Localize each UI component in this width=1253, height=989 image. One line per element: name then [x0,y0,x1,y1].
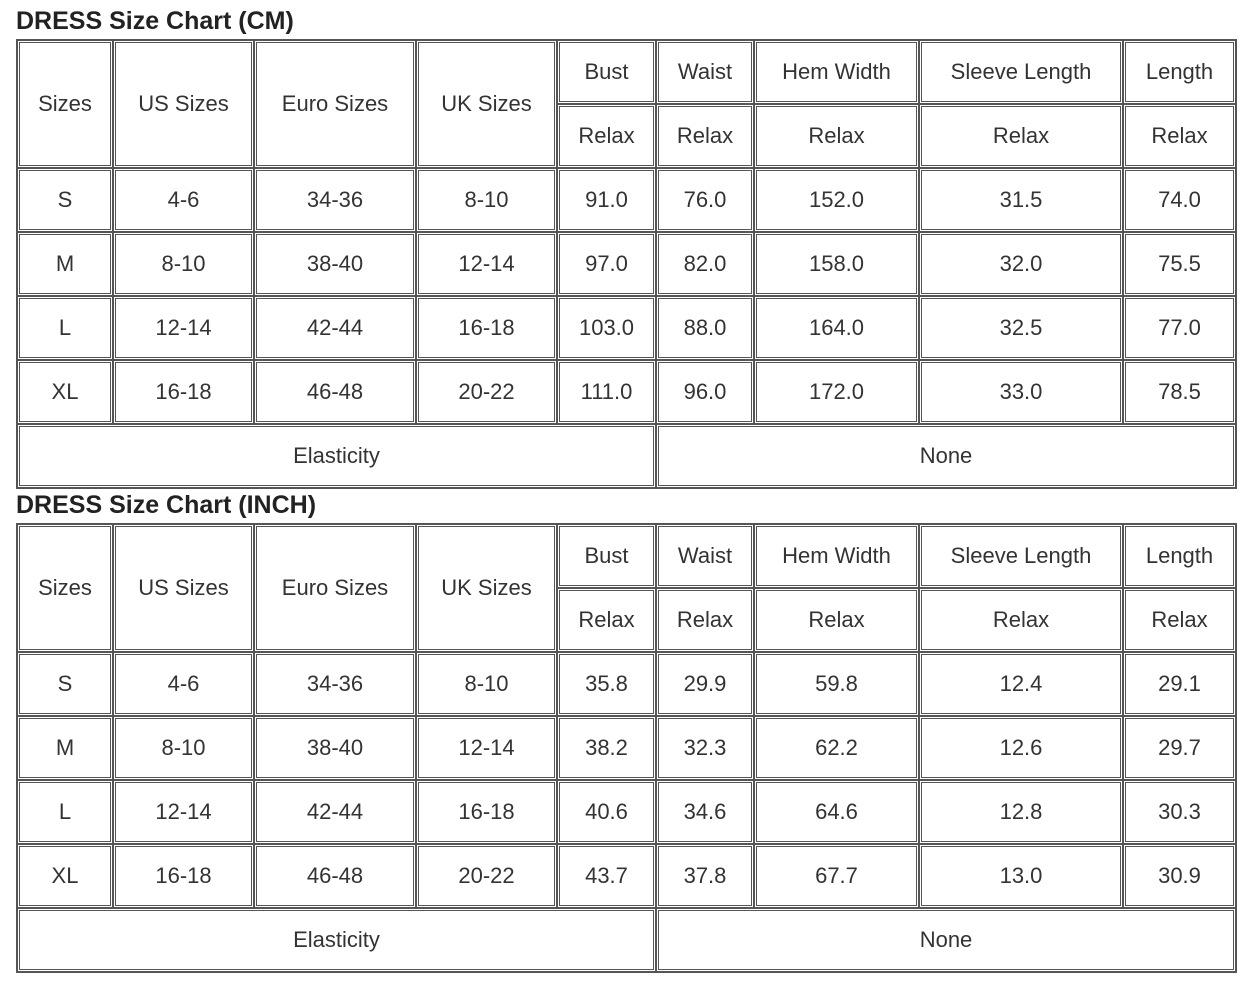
cell-length: 74.0 [1123,168,1236,232]
cell-us-size: 12-14 [113,780,254,844]
cell-size: S [17,168,113,232]
cell-size: L [17,296,113,360]
cell-waist: 88.0 [656,296,754,360]
cell-length: 75.5 [1123,232,1236,296]
subheader-relax: Relax [1123,104,1236,168]
cell-hem-width: 172.0 [754,360,919,424]
header-sleeve-length: Sleeve Length [919,40,1123,104]
size-chart-table-cm [16,39,1237,489]
cell-sleeve-length: 31.5 [919,168,1123,232]
cell-uk-size: 16-18 [416,780,557,844]
header-waist: Waist [656,524,754,588]
cell-sleeve-length: 12.4 [919,652,1123,716]
cell-waist: 37.8 [656,844,754,908]
header-waist: Waist [656,40,754,104]
cell-sleeve-length: 32.5 [919,296,1123,360]
elasticity-row [17,908,1236,972]
cell-euro-size: 34-36 [254,652,416,716]
cell-euro-size: 34-36 [254,168,416,232]
cell-hem-width: 62.2 [754,716,919,780]
subheader-relax: Relax [557,588,656,652]
cell-bust: 35.8 [557,652,656,716]
cell-length: 77.0 [1123,296,1236,360]
cell-bust: 91.0 [557,168,656,232]
cell-uk-size: 20-22 [416,844,557,908]
cell-hem-width: 152.0 [754,168,919,232]
size-chart-title-inch: DRESS Size Chart (INCH) [16,491,317,519]
cell-hem-width: 59.8 [754,652,919,716]
cell-waist: 82.0 [656,232,754,296]
cell-euro-size: 42-44 [254,780,416,844]
header-length: Length [1123,524,1236,588]
header-sleeve-length: Sleeve Length [919,524,1123,588]
table-row [17,844,1236,908]
cell-euro-size: 46-48 [254,844,416,908]
cell-us-size: 12-14 [113,296,254,360]
subheader-relax: Relax [754,104,919,168]
header-hem-width: Hem Width [754,40,919,104]
header-row [17,524,1236,588]
subheader-relax: Relax [1123,588,1236,652]
header-sizes: Sizes [17,524,113,652]
cell-euro-size: 46-48 [254,360,416,424]
header-bust: Bust [557,524,656,588]
subheader-relax: Relax [754,588,919,652]
cell-size: XL [17,360,113,424]
header-us-sizes: US Sizes [113,40,254,168]
cell-waist: 76.0 [656,168,754,232]
cell-size: M [17,232,113,296]
cell-waist: 29.9 [656,652,754,716]
cell-sleeve-length: 33.0 [919,360,1123,424]
header-uk-sizes: UK Sizes [416,40,557,168]
table-row [17,232,1236,296]
elasticity-label: Elasticity [17,908,656,972]
subheader-relax: Relax [656,588,754,652]
cell-us-size: 8-10 [113,232,254,296]
header-hem-width: Hem Width [754,524,919,588]
table-row [17,168,1236,232]
cell-waist: 34.6 [656,780,754,844]
header-sizes: Sizes [17,40,113,168]
cell-bust: 97.0 [557,232,656,296]
cell-length: 30.9 [1123,844,1236,908]
subheader-relax: Relax [557,104,656,168]
cell-us-size: 4-6 [113,652,254,716]
cell-euro-size: 38-40 [254,716,416,780]
cell-us-size: 16-18 [113,844,254,908]
table-row [17,652,1236,716]
elasticity-value: None [656,908,1236,972]
cell-us-size: 4-6 [113,168,254,232]
subheader-relax: Relax [919,104,1123,168]
cell-bust: 40.6 [557,780,656,844]
cell-size: M [17,716,113,780]
cell-bust: 103.0 [557,296,656,360]
header-euro-sizes: Euro Sizes [254,40,416,168]
header-row [17,40,1236,104]
cell-bust: 43.7 [557,844,656,908]
table-row [17,360,1236,424]
cell-uk-size: 8-10 [416,168,557,232]
cell-sleeve-length: 13.0 [919,844,1123,908]
cell-euro-size: 38-40 [254,232,416,296]
cell-waist: 96.0 [656,360,754,424]
cell-sleeve-length: 12.6 [919,716,1123,780]
cell-waist: 32.3 [656,716,754,780]
size-chart-title-cm: DRESS Size Chart (CM) [16,7,294,35]
cell-sleeve-length: 12.8 [919,780,1123,844]
subheader-relax: Relax [919,588,1123,652]
table-row [17,780,1236,844]
cell-us-size: 8-10 [113,716,254,780]
cell-hem-width: 64.6 [754,780,919,844]
header-euro-sizes: Euro Sizes [254,524,416,652]
subheader-relax: Relax [656,104,754,168]
cell-uk-size: 16-18 [416,296,557,360]
cell-size: S [17,652,113,716]
table-row [17,296,1236,360]
cell-bust: 111.0 [557,360,656,424]
cell-length: 78.5 [1123,360,1236,424]
cell-uk-size: 20-22 [416,360,557,424]
elasticity-label: Elasticity [17,424,656,488]
header-length: Length [1123,40,1236,104]
cell-uk-size: 8-10 [416,652,557,716]
cell-uk-size: 12-14 [416,232,557,296]
cell-bust: 38.2 [557,716,656,780]
cell-length: 29.7 [1123,716,1236,780]
size-chart-table-inch [16,523,1237,973]
header-bust: Bust [557,40,656,104]
table-row [17,716,1236,780]
cell-size: XL [17,844,113,908]
header-us-sizes: US Sizes [113,524,254,652]
header-uk-sizes: UK Sizes [416,524,557,652]
cell-uk-size: 12-14 [416,716,557,780]
cell-sleeve-length: 32.0 [919,232,1123,296]
elasticity-value: None [656,424,1236,488]
cell-length: 30.3 [1123,780,1236,844]
cell-euro-size: 42-44 [254,296,416,360]
cell-length: 29.1 [1123,652,1236,716]
cell-hem-width: 164.0 [754,296,919,360]
cell-size: L [17,780,113,844]
cell-us-size: 16-18 [113,360,254,424]
cell-hem-width: 67.7 [754,844,919,908]
cell-hem-width: 158.0 [754,232,919,296]
elasticity-row [17,424,1236,488]
